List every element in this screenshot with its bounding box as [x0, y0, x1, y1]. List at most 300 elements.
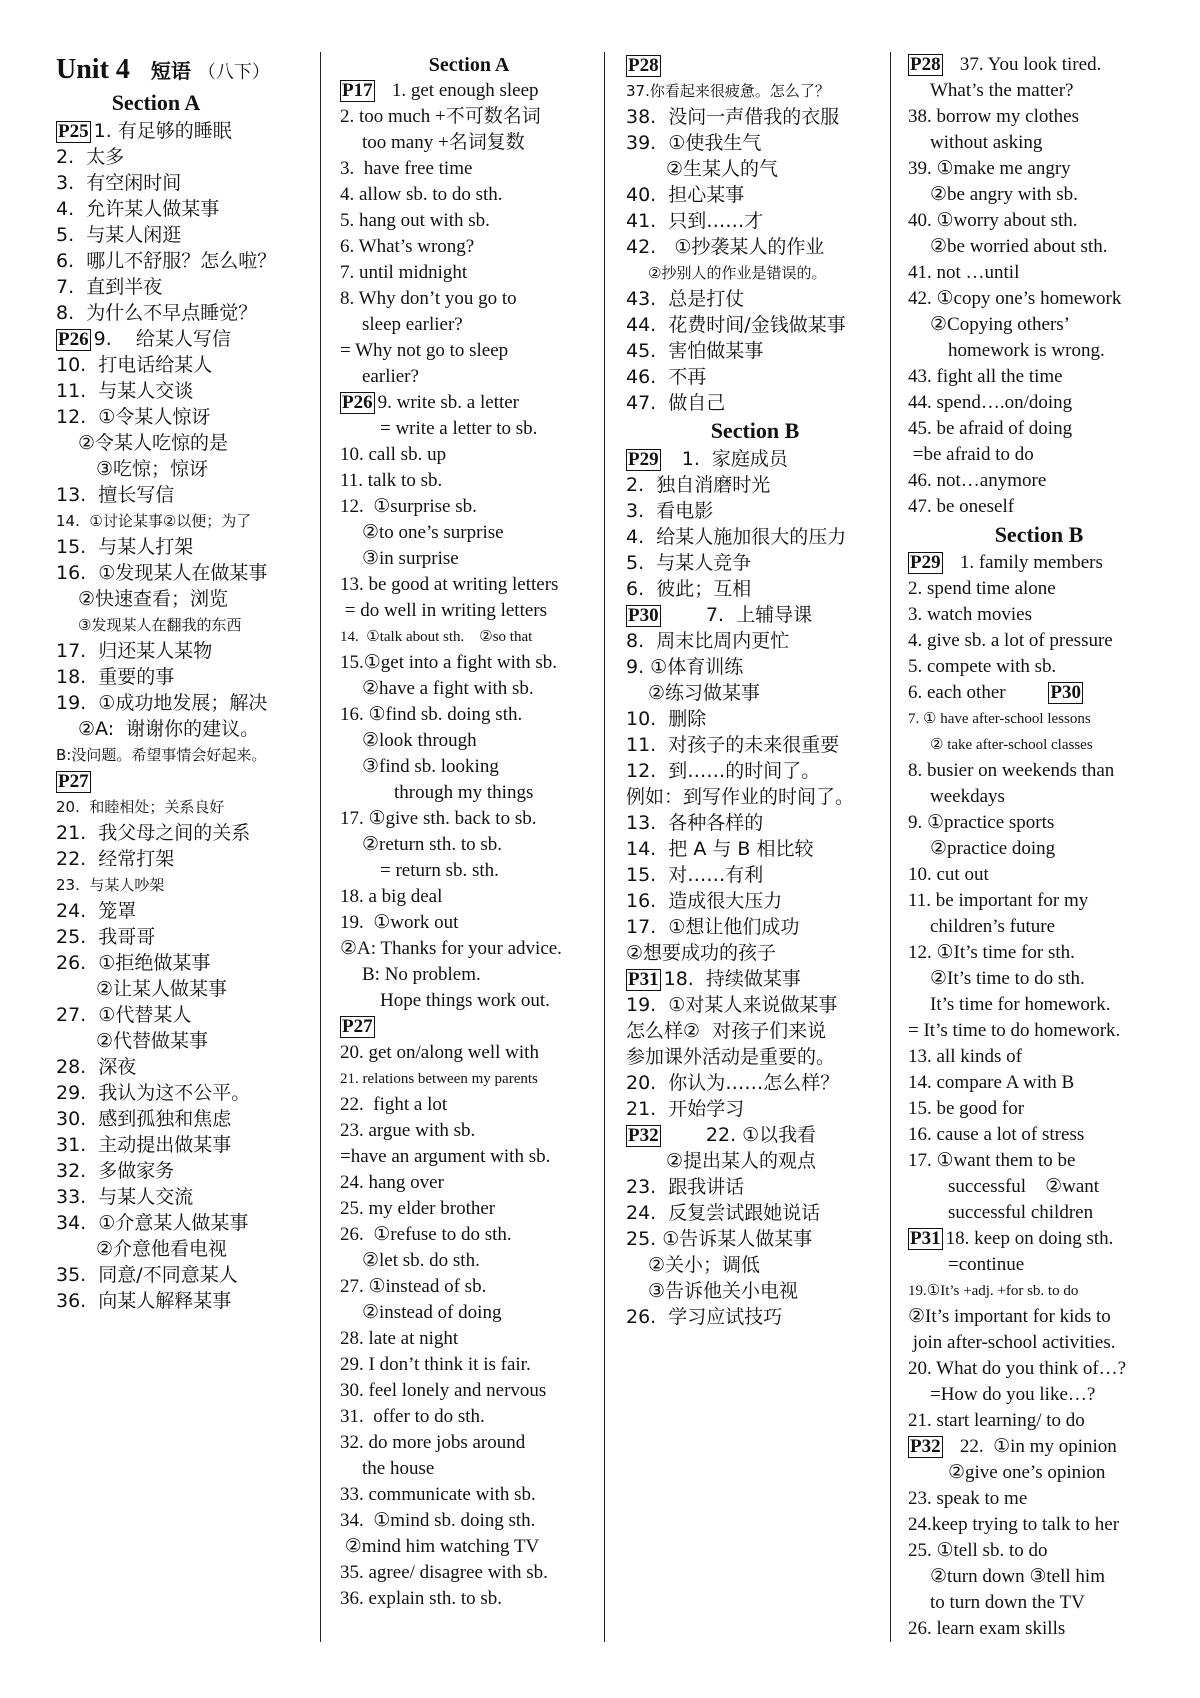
- phrase-text: 16. ①发现某人在做某事: [56, 562, 268, 584]
- phrase-line: [626, 1096, 884, 1122]
- phrase-line: [56, 690, 306, 716]
- phrase-line: [908, 1226, 1170, 1252]
- phrase-text: 23. 与某人吵架: [56, 876, 165, 894]
- phrase-line: [908, 862, 1170, 888]
- page-tag: P31: [910, 1228, 941, 1249]
- phrase-line: [626, 1148, 884, 1174]
- phrase-line: [908, 1564, 1170, 1590]
- phrase-text: 21. start learning/ to do: [908, 1410, 1085, 1431]
- phrase-text: 25. 我哥哥: [56, 926, 156, 948]
- phrase-line: [340, 520, 598, 546]
- phrase-line: [56, 274, 306, 300]
- phrase-line: [908, 442, 1170, 468]
- phrase-line: [56, 1184, 306, 1210]
- phrase-line: [340, 390, 598, 416]
- phrase-line: [626, 472, 884, 498]
- phrase-line: [908, 836, 1170, 862]
- phrase-text: 17. ①想让他们成功: [626, 916, 800, 938]
- phrase-text: 9. ①体育训练: [626, 656, 744, 678]
- column-divider: [890, 52, 891, 1642]
- phrase-line: [626, 524, 884, 550]
- phrase-text: 12. ①令某人惊讶: [56, 406, 211, 428]
- phrase-line: [56, 560, 306, 586]
- phrase-line: [340, 260, 598, 286]
- phrase-line: [626, 1174, 884, 1200]
- phrase-line: [908, 1486, 1170, 1512]
- phrase-line: [56, 820, 306, 846]
- phrase-line: [626, 576, 884, 602]
- phrase-text: 35. 同意/不同意某人: [56, 1264, 238, 1286]
- phrase-line: [626, 182, 884, 208]
- phrase-text: 19. ①work out: [340, 912, 459, 933]
- phrase-text: 36. 向某人解释某事: [56, 1290, 232, 1312]
- phrase-line: [56, 1158, 306, 1184]
- phrase-text: ③发现某人在翻我的东西: [78, 616, 242, 634]
- phrase-line: [908, 390, 1170, 416]
- phrase-line: [626, 130, 884, 156]
- phrase-line: [908, 1044, 1170, 1070]
- phrase-text: ②practice doing: [930, 838, 1056, 859]
- phrase-line: [908, 1382, 1170, 1408]
- phrase-list: [626, 446, 884, 1330]
- phrase-text: to turn down the TV: [930, 1592, 1085, 1613]
- phrase-line: [626, 390, 884, 416]
- phrase-line: [340, 806, 598, 832]
- phrase-text: 15. 对……有利: [626, 864, 764, 886]
- phrase-line: [340, 624, 598, 650]
- phrase-text: ②A: 谢谢你的建议。: [78, 718, 260, 740]
- phrase-line: [340, 416, 598, 442]
- phrase-text: 30. feel lonely and nervous: [340, 1380, 547, 1401]
- phrase-line: [56, 872, 306, 898]
- page-tag: P27: [342, 1016, 373, 1037]
- phrase-text: 5. compete with sb.: [908, 656, 1057, 677]
- phrase-text: 29. 我认为这不公平。: [56, 1082, 251, 1104]
- phrase-line: [626, 1278, 884, 1304]
- phrase-line: [908, 732, 1170, 758]
- phrase-line: [56, 1132, 306, 1158]
- phrase-line: [908, 1590, 1170, 1616]
- phrase-text: 25. ①告诉某人做某事: [626, 1228, 813, 1250]
- phrase-text: ②give one’s opinion: [948, 1462, 1106, 1483]
- phrase-line: [908, 810, 1170, 836]
- phrase-text: 7. until midnight: [340, 262, 468, 283]
- phrase-line: [908, 914, 1170, 940]
- phrase-line: [908, 1616, 1170, 1642]
- phrase-line: [56, 404, 306, 430]
- phrase-text: ②It’s important for kids to: [908, 1306, 1111, 1327]
- phrase-text: 2. too much +不可数名词: [340, 106, 541, 127]
- phrase-line: [908, 1356, 1170, 1382]
- phrase-line: [908, 706, 1170, 732]
- phrase-line: [908, 494, 1170, 520]
- phrase-line: [340, 1482, 598, 1508]
- phrase-text: weekdays: [930, 786, 1005, 807]
- phrase-text: 1. 家庭成员: [663, 448, 788, 470]
- phrase-text: 18. 重要的事: [56, 666, 175, 688]
- phrase-line: [908, 234, 1170, 260]
- page-title: [56, 52, 306, 88]
- phrase-text: 7. ① have after-school lessons: [908, 711, 1091, 727]
- phrase-line: [340, 1508, 598, 1534]
- page-tag: P27: [58, 771, 89, 792]
- phrase-text: 20. 和睦相处；关系良好: [56, 798, 225, 816]
- phrase-line: [56, 456, 306, 482]
- phrase-text: ②be angry with sb.: [930, 184, 1078, 205]
- phrase-text: 26. 学习应试技巧: [626, 1306, 783, 1328]
- phrase-text: ②return sth. to sb.: [362, 834, 502, 855]
- phrase-line: [626, 1044, 884, 1070]
- phrase-text: 12. 到……的时间了。: [626, 760, 821, 782]
- phrase-text: 43. fight all the time: [908, 366, 1063, 387]
- phrase-line: [56, 430, 306, 456]
- phrase-text: 10. call sb. up: [340, 444, 447, 465]
- phrase-line: [908, 338, 1170, 364]
- phrase-text: 36. explain sth. to sb.: [340, 1588, 503, 1609]
- phrase-text: =How do you like…?: [930, 1384, 1096, 1405]
- phrase-line: [626, 286, 884, 312]
- phrase-line: [626, 1226, 884, 1252]
- phrase-text: 32. do more jobs around: [340, 1432, 526, 1453]
- phrase-line: [908, 1304, 1170, 1330]
- phrase-line: [908, 364, 1170, 390]
- phrase-line: [56, 1028, 306, 1054]
- page-tag: P17: [342, 80, 373, 101]
- phrase-line: [56, 794, 306, 820]
- phrase-text: 37.你看起来很疲惫。怎么了？: [626, 82, 830, 100]
- phrase-line: [908, 1408, 1170, 1434]
- phrase-text: Hope things work out.: [380, 990, 550, 1011]
- phrase-line: [626, 1070, 884, 1096]
- phrase-line: [56, 248, 306, 274]
- phrase-text: 20. What do you think of…?: [908, 1358, 1127, 1379]
- phrase-line: [340, 936, 598, 962]
- phrase-text: ②快速查看；浏览: [78, 588, 229, 610]
- phrase-line: [626, 498, 884, 524]
- phrase-line: [340, 156, 598, 182]
- phrase-line: [626, 1200, 884, 1226]
- page-tag: P29: [910, 552, 941, 573]
- phrase-line: [56, 1262, 306, 1288]
- phrase-line: [340, 234, 598, 260]
- phrase-list: [908, 550, 1170, 1642]
- phrase-text: 20. 你认为……怎么样？: [626, 1072, 840, 1094]
- phrase-text: 14. 把 A 与 B 相比较: [626, 838, 814, 860]
- phrase-text: 5. 与某人闲逛: [56, 224, 182, 246]
- phrase-line: [626, 784, 884, 810]
- phrase-text: 26. ①refuse to do sth.: [340, 1224, 512, 1245]
- phrase-line: [908, 1512, 1170, 1538]
- phrase-text: = write a letter to sb.: [380, 418, 538, 439]
- phrase-line: [340, 1534, 598, 1560]
- column-divider: [604, 52, 605, 1642]
- phrase-text: ②练习做某事: [648, 682, 761, 704]
- phrase-text: ③find sb. looking: [362, 756, 499, 777]
- phrase-line: [340, 1352, 598, 1378]
- phrase-line: [340, 572, 598, 598]
- phrase-line: [56, 638, 306, 664]
- phrase-line: [340, 1586, 598, 1612]
- phrase-line: [340, 598, 598, 624]
- phrase-line: [340, 130, 598, 156]
- phrase-text: ②It’s time to do sth.: [930, 968, 1085, 989]
- phrase-line: [908, 1252, 1170, 1278]
- phrase-list: [340, 78, 598, 1612]
- phrase-text: 19.①It’s +adj. +for sb. to do: [908, 1283, 1079, 1299]
- column-divider: [320, 52, 321, 1642]
- phrase-line: [908, 784, 1170, 810]
- page-tag: P32: [910, 1436, 941, 1457]
- phrase-text: 26. learn exam skills: [908, 1618, 1066, 1639]
- phrase-line: [908, 208, 1170, 234]
- phrase-line: [908, 156, 1170, 182]
- page-tag: P28: [910, 54, 941, 75]
- phrase-text: 33. 与某人交流: [56, 1186, 194, 1208]
- phrase-line: [340, 182, 598, 208]
- phrase-line: [56, 508, 306, 534]
- phrase-text: 46. 不再: [626, 366, 707, 388]
- phrase-line: [340, 1222, 598, 1248]
- phrase-text: 18. keep on doing sth.: [945, 1228, 1114, 1249]
- phrase-line: [340, 1118, 598, 1144]
- phrase-text: 10. 打电话给某人: [56, 354, 213, 376]
- phrase-text: 9. 给某人写信: [93, 328, 231, 350]
- phrase-line: [56, 1002, 306, 1028]
- phrase-line: [908, 1070, 1170, 1096]
- phrase-line: [340, 1300, 598, 1326]
- phrase-text: 16. 造成很大压力: [626, 890, 783, 912]
- phrase-text: 31. 主动提出做某事: [56, 1134, 232, 1156]
- phrase-text: 8. 为什么不早点睡觉？: [56, 302, 258, 324]
- phrase-line: [626, 862, 884, 888]
- phrase-text: 7. 上辅导课: [663, 604, 813, 626]
- phrase-line: [340, 858, 598, 884]
- phrase-line: [56, 846, 306, 872]
- page-tag: P31: [628, 969, 659, 990]
- phrase-line: [56, 326, 306, 352]
- phrase-text: successful children: [948, 1202, 1094, 1223]
- phrase-text: 13. 擅长写信: [56, 484, 175, 506]
- phrase-line: [626, 1304, 884, 1330]
- phrase-line: [340, 494, 598, 520]
- phrase-line: [626, 104, 884, 130]
- phrase-text: 33. communicate with sb.: [340, 1484, 536, 1505]
- phrase-text: 38. borrow my clothes: [908, 106, 1079, 127]
- phrase-text: 10. cut out: [908, 864, 989, 885]
- phrase-text: 13. be good at writing letters: [340, 574, 559, 595]
- phrase-line: [626, 1018, 884, 1044]
- phrase-line: [908, 130, 1170, 156]
- phrase-line: [56, 768, 306, 794]
- phrase-line: [56, 482, 306, 508]
- phrase-text: 6. What’s wrong?: [340, 236, 475, 257]
- phrase-text: 2. spend time alone: [908, 578, 1056, 599]
- phrase-line: [908, 1122, 1170, 1148]
- phrase-text: 14. ①talk about sth. ②so that: [340, 629, 533, 645]
- phrase-line: [340, 650, 598, 676]
- phrase-text: 22. fight a lot: [340, 1094, 448, 1115]
- section-heading: Section B: [710, 418, 800, 443]
- phrase-line: [56, 534, 306, 560]
- phrase-text: 29. I don’t think it is fair.: [340, 1354, 531, 1375]
- phrase-text: 8. Why don’t you go to: [340, 288, 517, 309]
- phrase-text: 17. ①want them to be: [908, 1150, 1076, 1171]
- phrase-text: =continue: [948, 1254, 1025, 1275]
- section-heading: Section B: [994, 522, 1084, 547]
- phrase-text: 37. You look tired.: [945, 54, 1102, 75]
- phrase-line: [908, 104, 1170, 130]
- phrase-text: 6. each other: [908, 682, 1049, 703]
- phrase-text: 23. argue with sb.: [340, 1120, 476, 1141]
- phrase-line: [340, 1326, 598, 1352]
- phrase-text: 41. not …until: [908, 262, 1020, 283]
- phrase-line: [340, 1092, 598, 1118]
- phrase-text: 28. late at night: [340, 1328, 459, 1349]
- phrase-text: 44. spend….on/doing: [908, 392, 1073, 413]
- phrase-line: [340, 676, 598, 702]
- phrase-line: [340, 442, 598, 468]
- phrase-text: 怎么样② 对孩子们来说: [626, 1020, 827, 1042]
- phrase-line: [908, 260, 1170, 286]
- page-tag: P30: [1050, 682, 1081, 703]
- phrase-text: ②turn down ③tell him: [930, 1566, 1105, 1587]
- phrase-text: 46. not…anymore: [908, 470, 1047, 491]
- phrase-line: [908, 1538, 1170, 1564]
- phrase-text: 14. ①讨论某事②以便；为了: [56, 512, 252, 530]
- phrase-line: [908, 758, 1170, 784]
- phrase-text: sleep earlier?: [362, 314, 463, 335]
- phrase-line: [626, 1122, 884, 1148]
- phrase-line: [908, 1460, 1170, 1486]
- phrase-line: [340, 208, 598, 234]
- phrase-text: 11. be important for my: [908, 890, 1089, 911]
- phrase-line: [340, 988, 598, 1014]
- phrase-text: 4. 给某人施加很大的压力: [626, 526, 847, 548]
- phrase-line: [340, 1430, 598, 1456]
- phrase-text: ②let sb. do sth.: [362, 1250, 480, 1271]
- phrase-line: [626, 52, 884, 78]
- phrase-line: [340, 104, 598, 130]
- phrase-line: [626, 364, 884, 390]
- phrase-line: [56, 898, 306, 924]
- phrase-line: [340, 1196, 598, 1222]
- phrase-text: 45. 害怕做某事: [626, 340, 764, 362]
- phrase-text: 3. 有空闲时间: [56, 172, 182, 194]
- phrase-line: [340, 1144, 598, 1170]
- phrase-line: [56, 144, 306, 170]
- phrase-text: 13. 各种各样的: [626, 812, 764, 834]
- phrase-line: [908, 992, 1170, 1018]
- phrase-text: 12. ①It’s time for sth.: [908, 942, 1075, 963]
- phrase-text: 42. ①copy one’s homework: [908, 288, 1122, 309]
- page-tag: P26: [58, 329, 89, 350]
- phrase-text: ②be worried about sth.: [930, 236, 1108, 257]
- phrase-text: 3. 看电影: [626, 500, 714, 522]
- phrase-text: B: No problem.: [362, 964, 481, 985]
- phrase-line: [908, 468, 1170, 494]
- phrase-text: 13. all kinds of: [908, 1046, 1022, 1067]
- phrase-line: [626, 940, 884, 966]
- phrase-line: [340, 1066, 598, 1092]
- unit-subtitle: 短语: [150, 59, 191, 83]
- phrase-text: 35. agree/ disagree with sb.: [340, 1562, 548, 1583]
- phrase-text: ②have a fight with sb.: [362, 678, 534, 699]
- phrase-text: 5. 与某人竞争: [626, 552, 752, 574]
- phrase-line: [56, 1210, 306, 1236]
- phrase-text: 34. ①介意某人做某事: [56, 1212, 249, 1234]
- phrase-text: 22. ①以我看: [663, 1124, 817, 1146]
- phrase-line: [56, 352, 306, 378]
- phrase-line: [340, 780, 598, 806]
- phrase-text: 15.①get into a fight with sb.: [340, 652, 558, 673]
- phrase-text: 18. a big deal: [340, 886, 443, 907]
- phrase-text: 9. ①practice sports: [908, 812, 1055, 833]
- phrase-line: [626, 234, 884, 260]
- phrase-line: [626, 156, 884, 182]
- phrase-line: [340, 364, 598, 390]
- phrase-line: [908, 576, 1170, 602]
- phrase-text: = Why not go to sleep: [340, 340, 509, 361]
- phrase-line: [340, 338, 598, 364]
- phrase-line: [56, 196, 306, 222]
- phrase-line: [626, 732, 884, 758]
- phrase-line: [908, 1434, 1170, 1460]
- phrase-text: 14. compare A with B: [908, 1072, 1075, 1093]
- phrase-line: [340, 832, 598, 858]
- phrase-line: [908, 312, 1170, 338]
- phrase-line: [56, 924, 306, 950]
- phrase-line: [340, 1378, 598, 1404]
- phrase-line: [908, 940, 1170, 966]
- phrase-list: [56, 118, 306, 1314]
- phrase-text: 3. have free time: [340, 158, 473, 179]
- phrase-text: 34. ①mind sb. doing sth.: [340, 1510, 536, 1531]
- phrase-line: [908, 1018, 1170, 1044]
- phrase-line: [908, 680, 1170, 706]
- phrase-text: 38. 没问一声借我的衣服: [626, 106, 840, 128]
- phrase-text: 11. 与某人交谈: [56, 380, 194, 402]
- phrase-text: 22. 经常打架: [56, 848, 175, 870]
- page-tag: P25: [58, 121, 89, 142]
- phrase-line: [340, 286, 598, 312]
- phrase-line: [56, 716, 306, 742]
- phrase-text: ②to one’s surprise: [362, 522, 504, 543]
- phrase-line: [340, 1040, 598, 1066]
- phrase-text: 47. 做自己: [626, 392, 726, 414]
- phrase-text: too many +名词复数: [362, 132, 525, 153]
- phrase-text: 40. 担心某事: [626, 184, 745, 206]
- phrase-text: 44. 花费时间/金钱做某事: [626, 314, 846, 336]
- phrase-line: [56, 1080, 306, 1106]
- phrase-text: =be afraid to do: [908, 444, 1034, 465]
- phrase-text: 7. 直到半夜: [56, 276, 163, 298]
- phrase-text: 4. 允许某人做某事: [56, 198, 220, 220]
- phrase-text: 11. 对孩子的未来很重要: [626, 734, 840, 756]
- phrase-text: 8. 周末比周内更忙: [626, 630, 790, 652]
- phrase-text: ②生某人的气: [666, 158, 779, 180]
- phrase-text: ②抄别人的作业是错误的。: [648, 264, 827, 282]
- phrase-text: 26. ①拒绝做某事: [56, 952, 211, 974]
- phrase-line: [626, 208, 884, 234]
- phrase-line: [908, 286, 1170, 312]
- phrase-text: 28. 深夜: [56, 1056, 137, 1078]
- page-tag: P32: [628, 1125, 659, 1146]
- phrase-text: 19. ①成功地发展；解决: [56, 692, 268, 714]
- phrase-list: [626, 52, 884, 416]
- phrase-line: [340, 1404, 598, 1430]
- phrase-line: [340, 1274, 598, 1300]
- phrase-text: ②look through: [362, 730, 477, 751]
